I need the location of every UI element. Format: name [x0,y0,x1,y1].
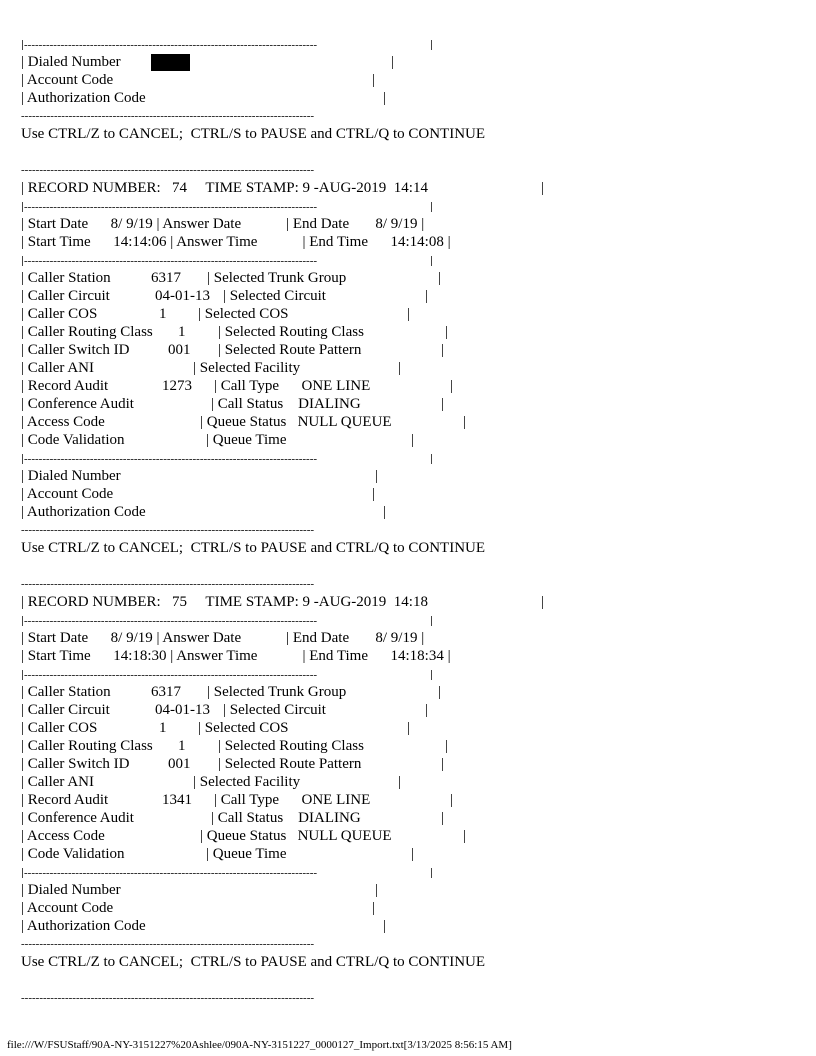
account-code-line: | Account Code | [21,72,376,88]
detail-row: | Access Code | Queue Status NULL QUEUE | [21,828,467,844]
detail-row: | Caller ANI | Selected Facility | [21,360,402,376]
dialed-number-line: | Dialed Number | [21,468,379,484]
detail-row: | Access Code | Queue Status NULL QUEUE | [21,414,467,430]
detail-row: | Caller Circuit 04-01-13 | Selected Circuit | [21,288,429,304]
detail-row: | Caller COS 1 | Selected COS | [21,720,411,736]
detail-row: | Caller Routing Class 1 | Selected Routing Class | [21,738,449,754]
separator-bar: | -------------------------------------------------------------------------------- | [21,868,461,878]
record-header: | RECORD NUMBER: 75 TIME STAMP: 9 -AUG-2019 14:18 | [21,594,545,610]
authorization-code-line: | Authorization Code | [21,90,387,106]
separator-bar: | -------------------------------------------------------------------------------- | [21,256,461,266]
redaction-block [151,54,190,71]
detail-row: | Code Validation | Queue Time | [21,846,415,862]
account-code-line: | Account Code | [21,900,376,916]
continue-instructions: Use CTRL/Z to CANCEL; CTRL/S to PAUSE and CTRL/Q to CONTINUE [21,954,486,970]
separator: -------------------------------------------------------------------------------- [21,939,315,949]
detail-row: | Caller Station 6317 | Selected Trunk Group | [21,270,442,286]
separator-bar: | -------------------------------------------------------------------------------- | [21,202,461,212]
start-date-line: | Start Date 8/ 9/19 | Answer Date | End Date 8/ 9/19 | [21,630,425,646]
record-header: | RECORD NUMBER: 74 TIME STAMP: 9 -AUG-2019 14:14 | [21,180,545,196]
file-path-footer: file:///W/FSUStaff/90A-NY-3151227%20Ashlee/090A-NY-3151227_0000127_Import.txt[3/13/2025 8:56:15 AM] [7,1039,512,1051]
dialed-number-line: | Dialed Number | [21,882,379,898]
dialed-number-line: | Dialed Number | [21,54,395,70]
detail-row: | Record Audit 1341 | Call Type ONE LINE | [21,792,454,808]
separator: -------------------------------------------------------------------------------- [21,993,315,1003]
separator-bar: | -------------------------------------------------------------------------------- | [21,40,461,50]
separator: -------------------------------------------------------------------------------- [21,111,315,121]
detail-row: | Conference Audit | Call Status DIALING | [21,810,445,826]
detail-row: | Code Validation | Queue Time | [21,432,415,448]
start-time-line: | Start Time 14:14:06 | Answer Time | End Time 14:14:08 | [21,234,451,250]
separator-bar: | -------------------------------------------------------------------------------- | [21,670,461,680]
detail-row: | Caller Circuit 04-01-13 | Selected Circuit | [21,702,429,718]
separator: -------------------------------------------------------------------------------- [21,579,315,589]
detail-row: | Caller ANI | Selected Facility | [21,774,402,790]
separator-bar: | -------------------------------------------------------------------------------- | [21,616,461,626]
continue-instructions: Use CTRL/Z to CANCEL; CTRL/S to PAUSE and CTRL/Q to CONTINUE [21,540,486,556]
authorization-code-line: | Authorization Code | [21,918,387,934]
detail-row: | Caller Routing Class 1 | Selected Routing Class | [21,324,449,340]
continue-instructions: Use CTRL/Z to CANCEL; CTRL/S to PAUSE and CTRL/Q to CONTINUE [21,126,486,142]
account-code-line: | Account Code | [21,486,376,502]
separator: -------------------------------------------------------------------------------- [21,525,315,535]
detail-row: | Caller Switch ID 001 | Selected Route Pattern | [21,342,445,358]
authorization-code-line: | Authorization Code | [21,504,387,520]
detail-row: | Record Audit 1273 | Call Type ONE LINE | [21,378,454,394]
separator-bar: | -------------------------------------------------------------------------------- | [21,454,461,464]
detail-row: | Caller Station 6317 | Selected Trunk Group | [21,684,442,700]
detail-row: | Caller COS 1 | Selected COS | [21,306,411,322]
detail-row: | Caller Switch ID 001 | Selected Route Pattern | [21,756,445,772]
detail-row: | Conference Audit | Call Status DIALING | [21,396,445,412]
start-time-line: | Start Time 14:18:30 | Answer Time | End Time 14:18:34 | [21,648,451,664]
separator: -------------------------------------------------------------------------------- [21,165,315,175]
start-date-line: | Start Date 8/ 9/19 | Answer Date | End Date 8/ 9/19 | [21,216,425,232]
